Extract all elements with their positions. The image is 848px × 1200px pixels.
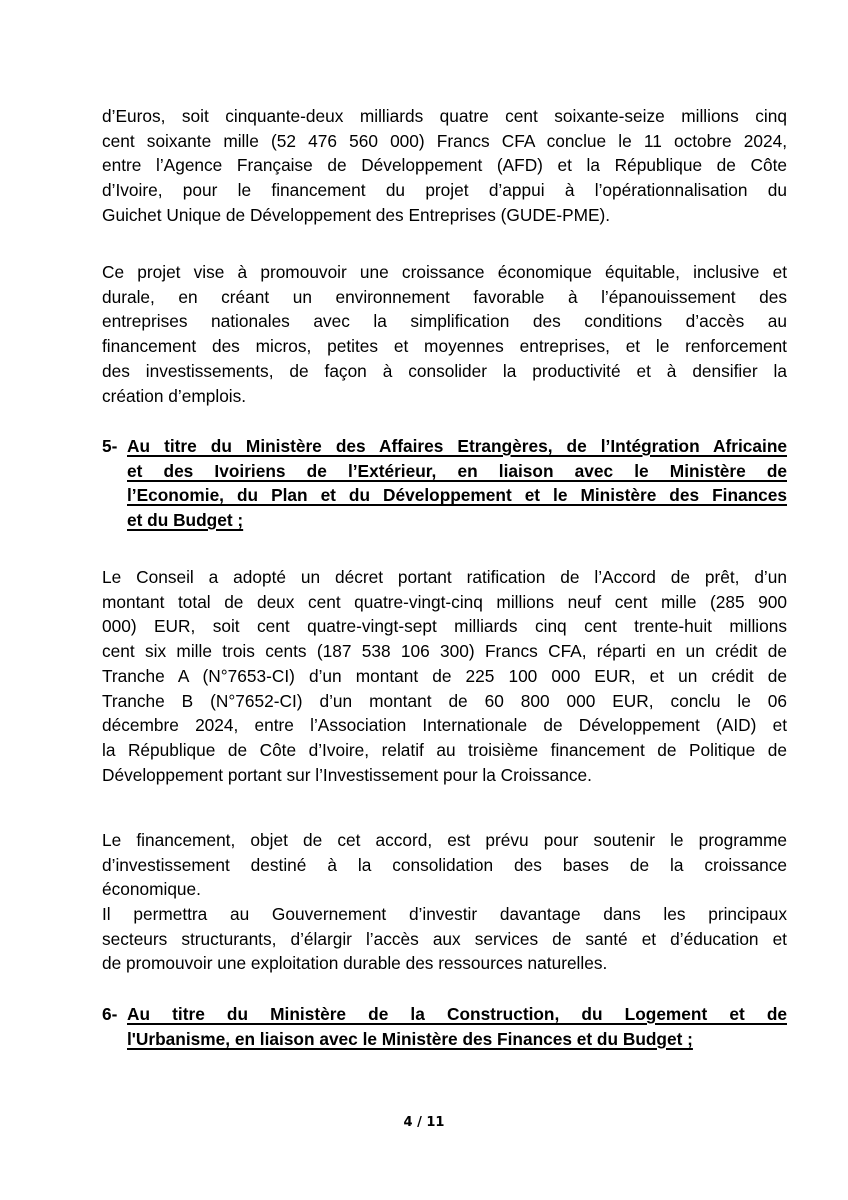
paragraph-project-goals <box>102 260 787 408</box>
text-line: Il permettra au Gouvernement d’investir davantage dans les principaux <box>102 904 787 924</box>
text-line: Tranche B (N°7652-CI) d’un montant de 60 800 000 EUR, conclu le 06 <box>102 690 787 711</box>
text-line: 000) EUR, soit cent quatre-vingt-sept milliards cinq cent trente-huit millions <box>102 616 787 637</box>
paragraph-loan-decree <box>102 565 787 787</box>
text-line: cent six mille trois cents (187 538 106 300) Francs CFA, réparti en un crédit de <box>102 641 787 662</box>
heading-line: Au titre du Ministère des Affaires Etrangères, de l’Intégration Africaine <box>127 436 787 456</box>
text-line: création d’emplois. <box>102 385 247 406</box>
text-line: entreprises nationales avec la simplification des conditions d’accès au <box>102 311 787 332</box>
paragraph-financing-purpose <box>102 828 787 902</box>
text-line: Développement portant sur l’Investissement pour la Croissance. <box>102 764 592 785</box>
text-line: financement des micros, petites et moyennes entreprises, et le renforcement <box>102 336 787 357</box>
text-line: entre l’Agence Française de Développement (AFD) et la République de Côte <box>102 155 787 176</box>
text-line: d’Euros, soit cinquante-deux milliards quatre cent soixante-seize millions cinq <box>102 106 787 126</box>
text-line: des investissements, de façon à consolider la productivité et à densifier la <box>102 360 787 381</box>
text-line: Tranche A (N°7653-CI) d’un montant de 225 100 000 EUR, et un crédit de <box>102 665 787 686</box>
paragraph-government-investment <box>102 902 787 976</box>
section-number: 5- <box>102 436 118 456</box>
page-number: 4 / 11 <box>403 1115 445 1130</box>
text-line: économique. <box>102 879 201 900</box>
text-line: Guichet Unique de Développement des Entreprises (GUDE-PME). <box>102 204 611 225</box>
heading-line: et du Budget ; <box>127 510 244 531</box>
section-title <box>127 1002 787 1051</box>
text-line: montant total de deux cent quatre-vingt-cinq millions neuf cent mille (285 900 <box>102 591 787 612</box>
text-line: la République de Côte d’Ivoire, relatif au troisième financement de Politique de <box>102 739 787 760</box>
section-number: 6- <box>102 1004 118 1024</box>
heading-line: Au titre du Ministère de la Construction, du Logement et de <box>127 1004 787 1024</box>
text-line: d’investissement destiné à la consolidation des bases de la croissance <box>102 854 787 875</box>
text-line: cent soixante mille (52 476 560 000) Francs CFA conclue le 11 octobre 2024, <box>102 130 787 151</box>
heading-line: l'Urbanisme, en liaison avec le Ministère des Finances et du Budget ; <box>127 1028 693 1049</box>
paragraph-afd-financing <box>102 104 787 228</box>
section-title <box>127 434 787 533</box>
text-line: d’Ivoire, pour le financement du projet d’appui à l’opérationnalisation du <box>102 180 787 201</box>
text-line: décembre 2024, entre l’Association Internationale de Développement (AID) et <box>102 715 787 736</box>
text-line: secteurs structurants, d’élargir l’accès aux services de santé et d’éducation et <box>102 928 787 949</box>
text-line: Le Conseil a adopté un décret portant ratification de l’Accord de prêt, d’un <box>102 567 787 587</box>
text-line: Ce projet vise à promouvoir une croissance économique équitable, inclusive et <box>102 262 787 282</box>
heading-line: l’Economie, du Plan et du Développement et le Ministère des Finances <box>127 485 787 506</box>
text-line: durale, en créant un environnement favorable à l’épanouissement des <box>102 286 787 307</box>
text-line: Le financement, objet de cet accord, est prévu pour soutenir le programme <box>102 830 787 850</box>
heading-line: et des Ivoiriens de l’Extérieur, en liaison avec le Ministère de <box>127 460 787 481</box>
text-line: de promouvoir une exploitation durable des ressources naturelles. <box>102 953 608 974</box>
